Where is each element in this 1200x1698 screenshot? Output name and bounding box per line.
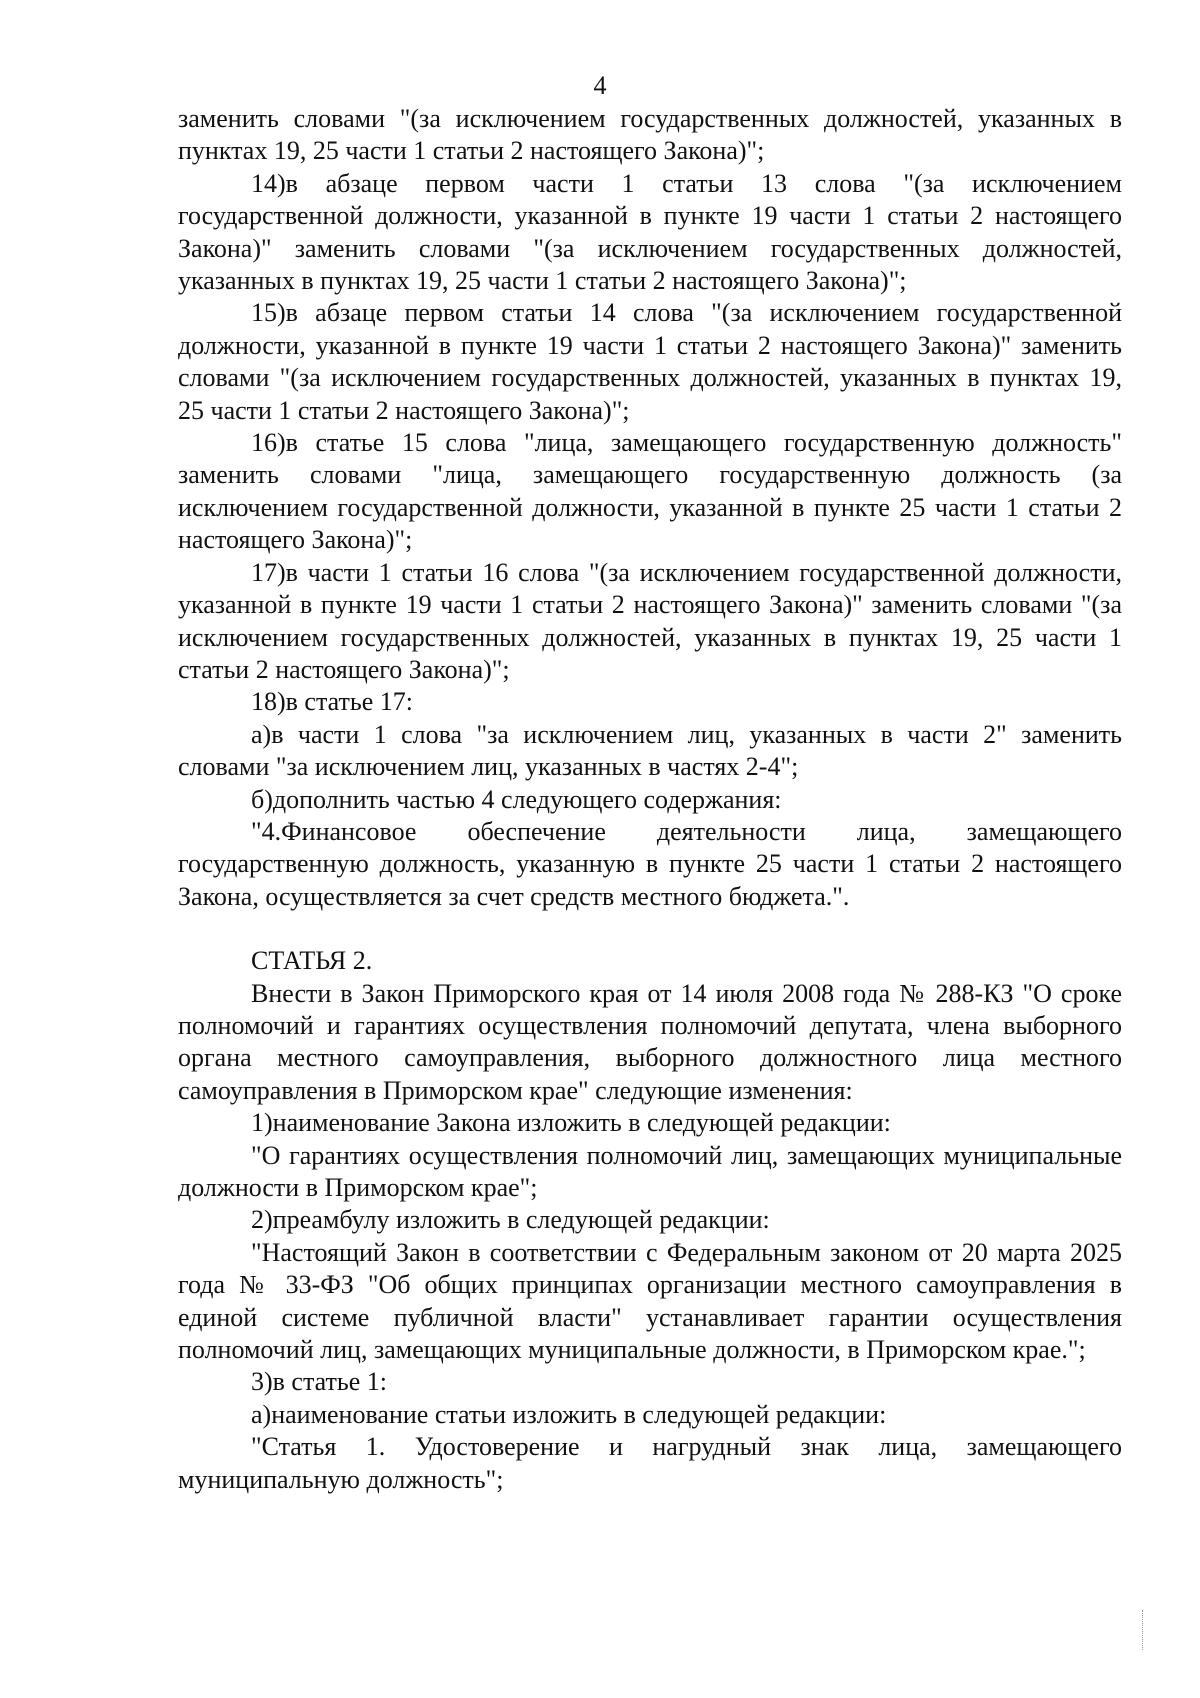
document-body — [178, 103, 1122, 1496]
paragraph-article-2-item-1: 1)наименование Закона изложить в следующей редакции: — [251, 1108, 891, 1138]
paragraph-article-2-item-2: 2)преамбулу изложить в следующей редакции: — [251, 1205, 770, 1235]
paragraph-article-2-intro: Внести в Закон Приморского края от 14 июля 2008 года № 288-КЗ "О сроке полномочий и гарантиях осуществления полномочий депутата, члена выборного органа местного самоуправления, выборного должностного лица местного самоуправления в Приморском крае" следующие изменения: — [178, 978, 1122, 1105]
paragraph-article-2-item-3a: а)наименование статьи изложить в следующей редакции: — [251, 1399, 887, 1429]
article-heading: СТАТЬЯ 2. — [251, 946, 373, 976]
paragraph-item-14: 14)в абзаце первом части 1 статьи 13 слова "(за исключением государственной должности, указанной в пункте 19 части 1 статьи 2 настоящего Закона)" заменить словами "(за исключением государственных должностей, указанных в пунктах 19, 25 части 1 статьи 2 настоящего Закона)"; — [178, 168, 1122, 296]
paragraph-item-16: 16)в статье 15 слова "лица, замещающего государственную должность" заменить словами "лица, замещающего государственную должность (за исключением государственной должности, указанной в пункте 25 части 1 статьи 2 настоящего Закона)"; — [178, 428, 1122, 555]
paragraph-item-17: 17)в части 1 статьи 16 слова "(за исключением государственной должности, указанной в пункте 19 части 1 статьи 2 настоящего Закона)" заменить словами "(за исключением государственных должностей, указанных в пунктах 19, 25 части 1 статьи 2 настоящего Закона)"; — [178, 557, 1122, 684]
paragraph-quote-preamble: "Настоящий Закон в соответствии с Федеральным законом от 20 марта 2025 года № 33-ФЗ "Об общих принципах организации местного самоуправления в единой системе публичной власти" устанавливает гарантии осуществления полномочий лиц, замещающих муниципальные должности, в Приморском крае."; — [178, 1237, 1122, 1365]
paragraph-article-2-item-3: 3)в статье 1: — [251, 1367, 388, 1397]
paragraph-item-18b: б)дополнить частью 4 следующего содержания: — [251, 784, 782, 814]
scan-margin-mark — [1142, 1610, 1145, 1650]
paragraph-quote-law-title: "О гарантиях осуществления полномочий лиц, замещающих муниципальные должности в Приморском крае"; — [178, 1140, 1122, 1202]
paragraph-quote-part-4: "4.Финансовое обеспечение деятельности лица, замещающего государственную должность, указанную в пункте 25 части 1 статьи 2 настоящего Закона, осуществляется за счет средств местного бюджета.". — [178, 816, 1122, 911]
paragraph-item-18: 18)в статье 17: — [251, 687, 414, 717]
paragraph-quote-article-1-title: "Статья 1. Удостоверение и нагрудный знак лица, замещающего муниципальную должность"; — [178, 1432, 1122, 1494]
page-number: 4 — [593, 71, 607, 100]
paragraph-continuation: заменить словами "(за исключением государственных должностей, указанных в пунктах 19, 25 части 1 статьи 2 настоящего Закона)"; — [178, 104, 1122, 166]
paragraph-item-18a: а)в части 1 слова "за исключением лиц, указанных в части 2" заменить словами "за исключением лиц, указанных в частях 2-4"; — [178, 719, 1122, 782]
paragraph-item-15: 15)в абзаце первом статьи 14 слова "(за исключением государственной должности, указанной в пункте 19 части 1 статьи 2 настоящего Закона)" заменить словами "(за исключением государственных должностей, указанных в пунктах 19, 25 части 1 статьи 2 настоящего Закона)"; — [178, 298, 1122, 425]
